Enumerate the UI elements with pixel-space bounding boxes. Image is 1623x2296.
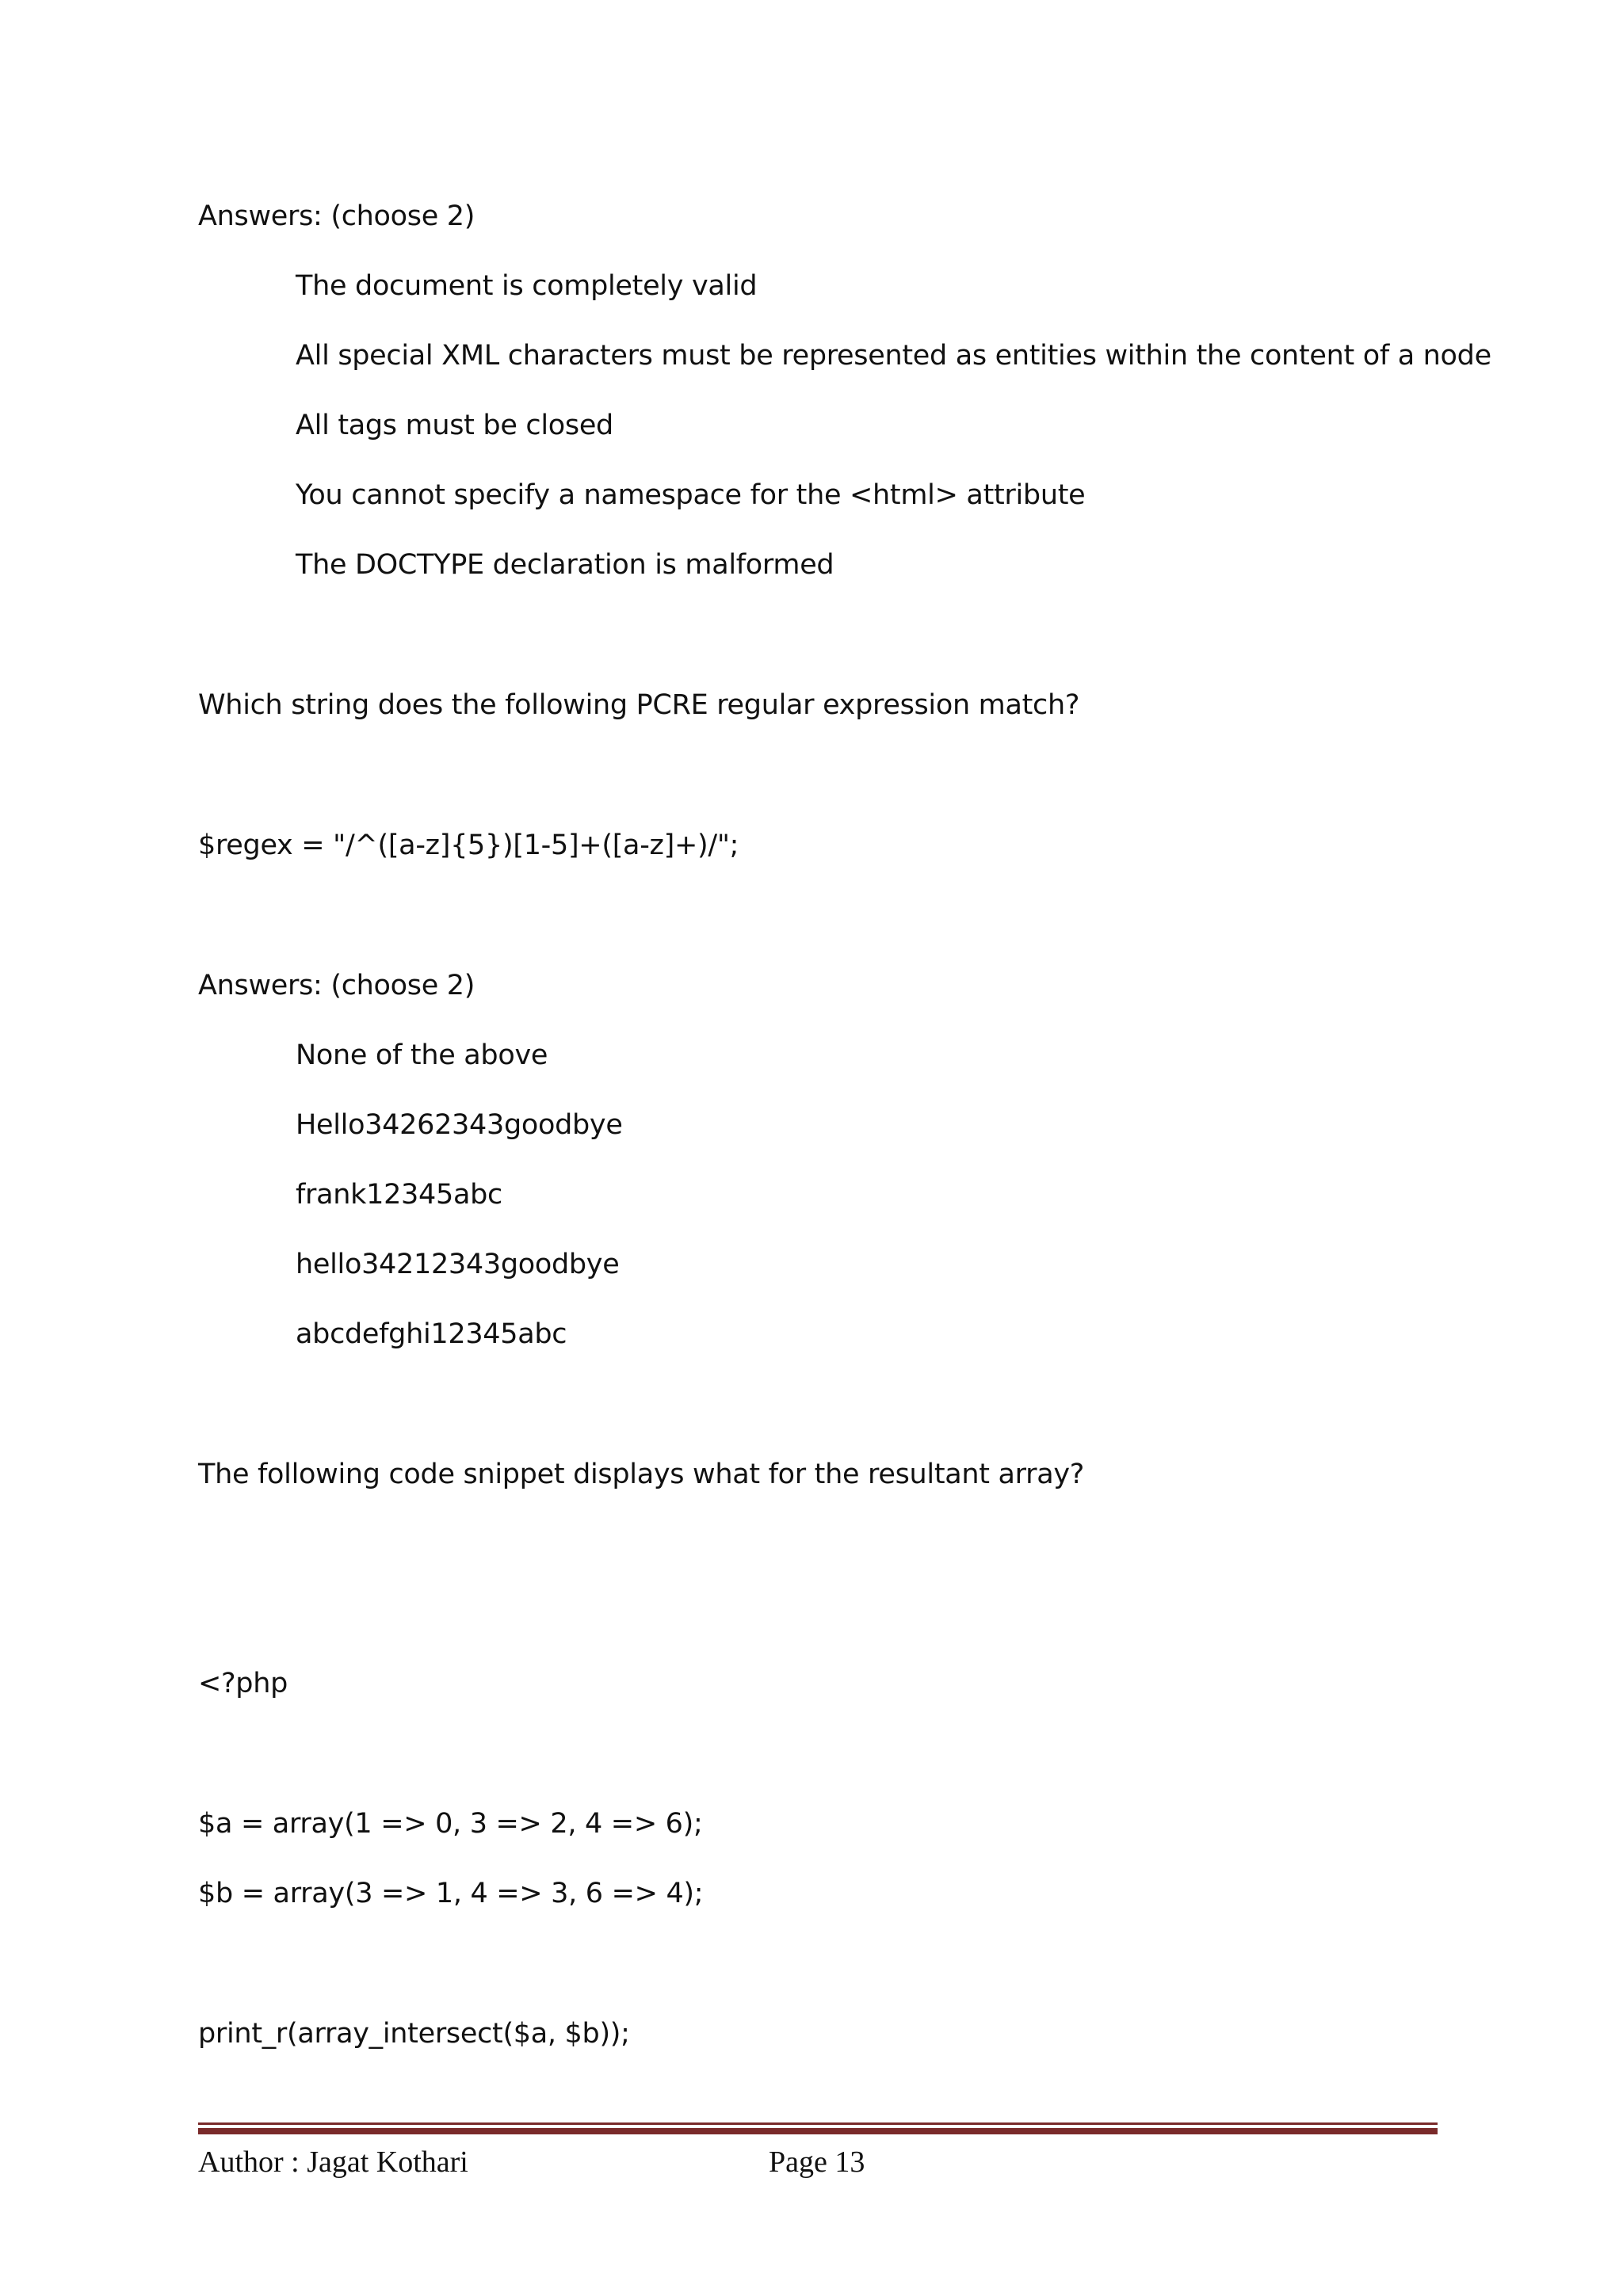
code-line: $b = array(3 => 1, 4 => 3, 6 => 4); [198,1878,704,1909]
answer-option: All tags must be closed [296,410,613,441]
question-text: Which string does the following PCRE regular expression match? [198,689,1080,721]
answer-option: Hello34262343goodbye [296,1109,623,1141]
code-line: $a = array(1 => 0, 3 => 2, 4 => 6); [198,1808,703,1840]
answers-label: Answers: (choose 2) [198,970,475,1001]
answer-option: All special XML characters must be represented as entities within the content of a node [296,340,1491,372]
answers-label: Answers: (choose 2) [198,200,475,232]
answer-option: The document is completely valid [296,270,758,302]
answer-option: None of the above [296,1039,548,1071]
answer-option: You cannot specify a namespace for the <html> attribute [296,479,1086,511]
page-number: Page 13 [769,2145,865,2179]
answer-option: The DOCTYPE declaration is malformed [296,549,834,581]
code-line: <?php [198,1668,288,1699]
code-line: $regex = "/^([a-z]{5})[1-5]+([a-z]+)/"; [198,830,739,861]
footer-divider [198,2128,1438,2134]
footer-divider [198,2122,1438,2125]
question-text: The following code snippet displays what for the resultant array? [198,1459,1085,1490]
answer-option: frank12345abc [296,1179,502,1211]
answer-option: abcdefghi12345abc [296,1318,567,1350]
answer-option: hello34212343goodbye [296,1249,620,1280]
code-line: print_r(array_intersect($a, $b)); [198,2018,630,2050]
footer-author: Author : Jagat Kothari [198,2145,468,2179]
